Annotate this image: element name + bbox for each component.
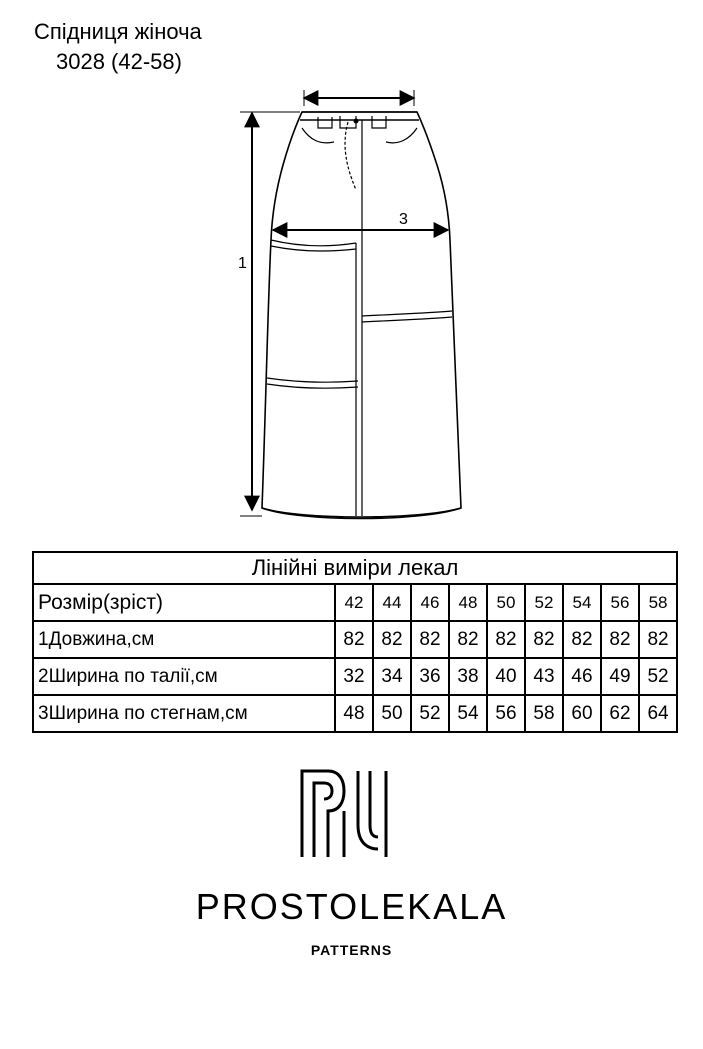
brand-logo-icon <box>300 769 390 859</box>
value-cell: 82 <box>601 621 639 658</box>
hip-label: 3 <box>399 211 408 228</box>
value-cell: 52 <box>411 695 449 732</box>
row-label: 2Ширина по талії,см <box>33 658 335 695</box>
table-row <box>33 621 677 658</box>
size-cell: 58 <box>639 584 677 621</box>
button-icon <box>354 119 359 124</box>
size-cell: 52 <box>525 584 563 621</box>
model-code: 3028 (42-58) <box>56 49 182 74</box>
size-label: Розмір(зріст) <box>33 584 335 621</box>
size-cell: 56 <box>601 584 639 621</box>
value-cell: 43 <box>525 658 563 695</box>
page-title: Спідниця жіноча <box>34 19 202 44</box>
value-cell: 40 <box>487 658 525 695</box>
value-cell: 82 <box>639 621 677 658</box>
value-cell: 52 <box>639 658 677 695</box>
brand-name: PROSTOLEKALA <box>195 886 508 927</box>
table-row <box>33 695 677 732</box>
row-label: 3Ширина по стегнам,см <box>33 695 335 732</box>
value-cell: 82 <box>335 621 373 658</box>
table-row <box>33 584 677 621</box>
value-cell: 82 <box>411 621 449 658</box>
value-cell: 34 <box>373 658 411 695</box>
size-cell: 42 <box>335 584 373 621</box>
value-cell: 46 <box>563 658 601 695</box>
value-cell: 82 <box>449 621 487 658</box>
value-cell: 54 <box>449 695 487 732</box>
skirt-seams <box>267 116 452 516</box>
value-cell: 64 <box>639 695 677 732</box>
value-cell: 82 <box>563 621 601 658</box>
table-heading: Лінійні виміри лекал <box>33 552 677 584</box>
size-cell: 44 <box>373 584 411 621</box>
brand-tagline: PATTERNS <box>310 942 393 958</box>
row-label: 1Довжина,см <box>33 621 335 658</box>
size-cell: 46 <box>411 584 449 621</box>
value-cell: 32 <box>335 658 373 695</box>
value-cell: 58 <box>525 695 563 732</box>
value-cell: 56 <box>487 695 525 732</box>
value-cell: 49 <box>601 658 639 695</box>
length-label: 1 <box>238 255 247 272</box>
value-cell: 36 <box>411 658 449 695</box>
size-cell: 50 <box>487 584 525 621</box>
value-cell: 82 <box>487 621 525 658</box>
measurements-table <box>32 551 678 733</box>
size-cell: 48 <box>449 584 487 621</box>
value-cell: 60 <box>563 695 601 732</box>
value-cell: 48 <box>335 695 373 732</box>
value-cell: 62 <box>601 695 639 732</box>
value-cell: 82 <box>525 621 563 658</box>
size-cell: 54 <box>563 584 601 621</box>
value-cell: 50 <box>373 695 411 732</box>
value-cell: 82 <box>373 621 411 658</box>
value-cell: 38 <box>449 658 487 695</box>
table-row <box>33 658 677 695</box>
